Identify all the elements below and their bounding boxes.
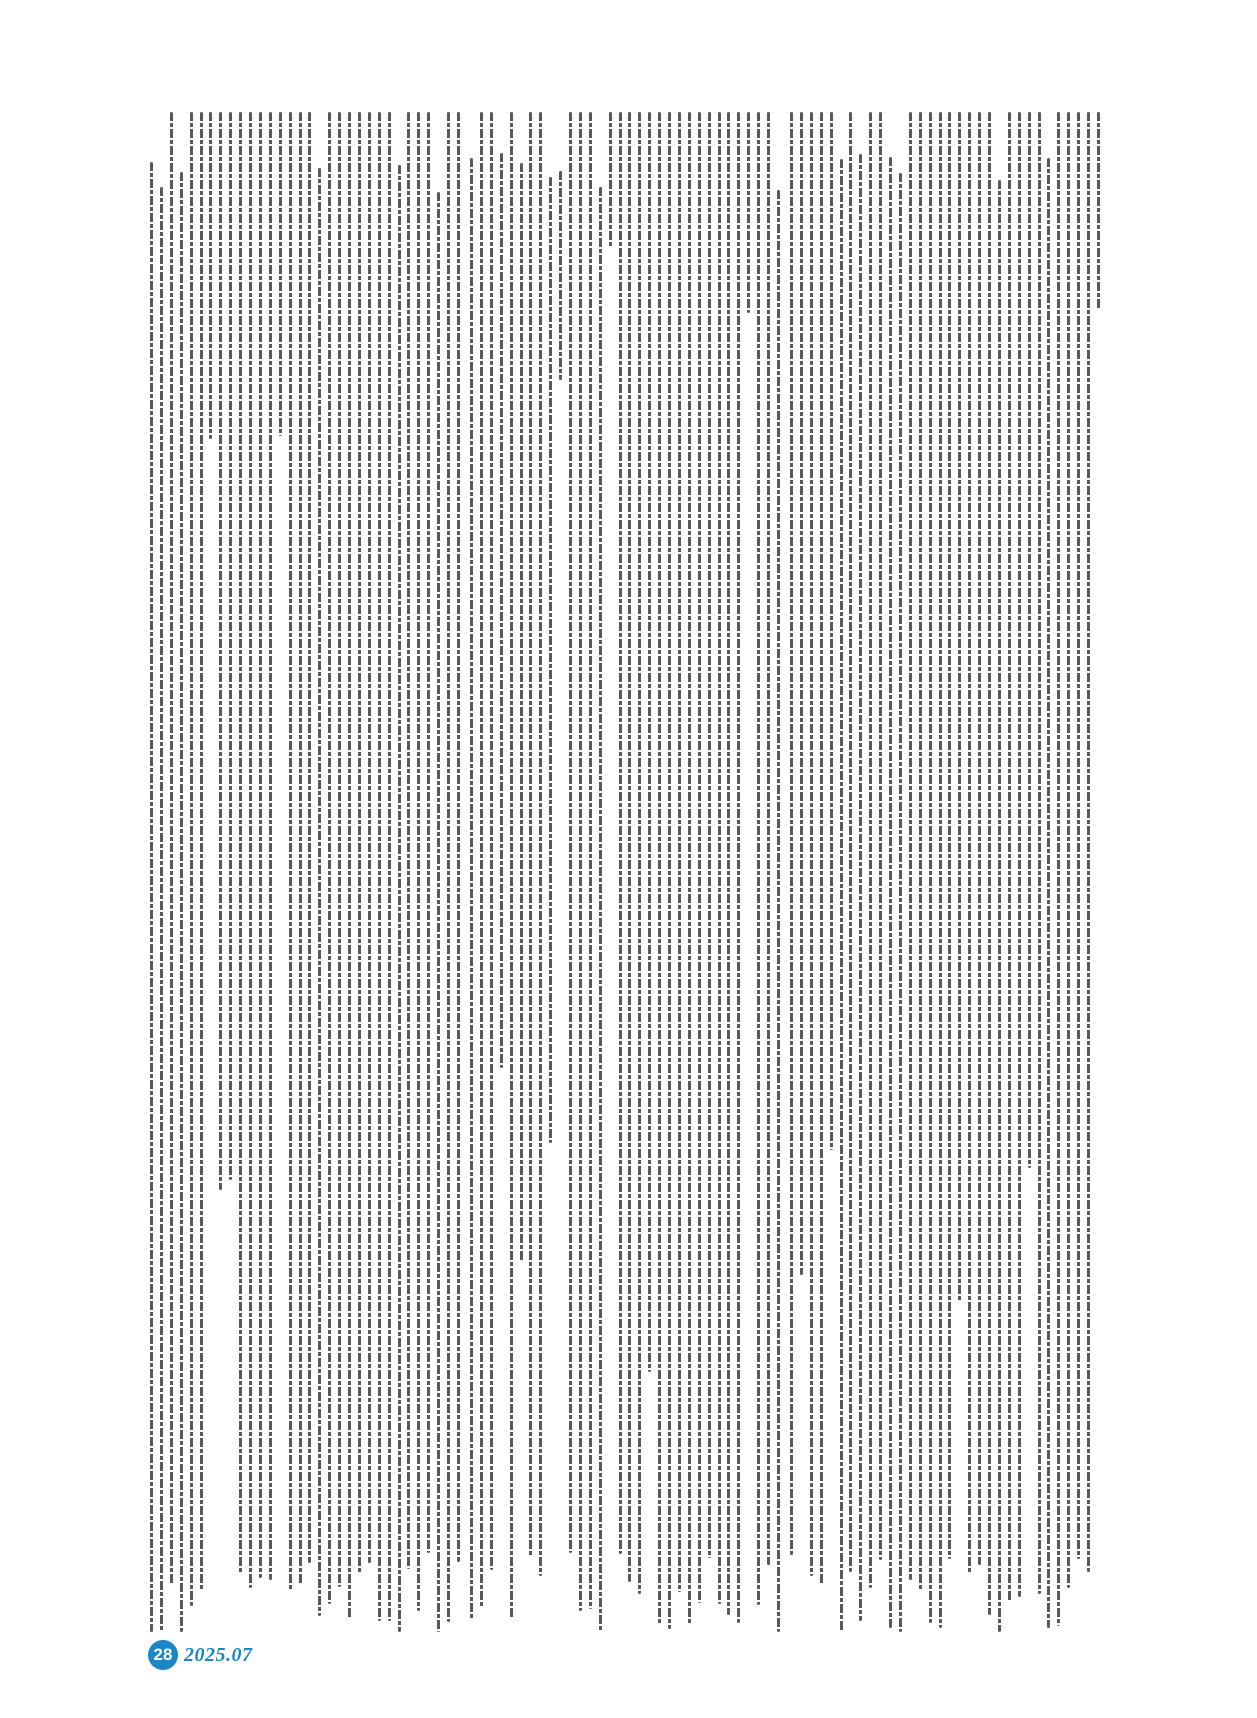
text-line [427, 112, 430, 1553]
text-line [549, 177, 552, 1143]
text-line [698, 112, 701, 1603]
text-line [559, 171, 562, 380]
text-line [520, 163, 523, 1261]
text-line [968, 112, 971, 1574]
text-column-middle [470, 112, 790, 1642]
text-line [869, 112, 872, 1588]
text-line [510, 112, 513, 1618]
text-line [328, 112, 331, 1604]
text-line [190, 112, 193, 1606]
text-line [398, 165, 401, 1632]
text-line [569, 112, 572, 1553]
text-line [840, 159, 843, 1632]
text-line [830, 112, 833, 1150]
text-line [358, 112, 361, 1573]
text-line [800, 112, 803, 1275]
text-line [407, 112, 410, 1569]
text-line [239, 112, 242, 1574]
text-line [889, 157, 892, 1628]
text-line [849, 112, 852, 1572]
page-number-badge: 28 [148, 1640, 178, 1670]
text-line [500, 153, 503, 1068]
text-line [708, 112, 711, 1558]
text-line [457, 112, 460, 1562]
text-line [648, 112, 651, 1372]
text-line [289, 112, 292, 1590]
issue-date: 2025.07 [184, 1643, 253, 1666]
text-line [308, 112, 311, 1563]
text-line [810, 112, 813, 1576]
text-line [589, 112, 592, 1609]
text-line [859, 154, 862, 1620]
text-line [200, 112, 203, 1591]
text-line [318, 168, 321, 1615]
text-line [668, 112, 671, 1629]
text-line [1067, 112, 1070, 1588]
text-line [368, 112, 371, 1563]
text-line [879, 112, 882, 1560]
text-line [417, 112, 420, 1611]
text-line [609, 112, 612, 247]
text-line [820, 112, 823, 1584]
text-line [718, 112, 721, 1604]
text-line [939, 112, 942, 1628]
text-line [1018, 112, 1021, 1597]
text-line [948, 112, 951, 1559]
text-line [790, 112, 793, 1555]
text-line [1038, 112, 1041, 1594]
text-column-left [150, 112, 470, 1642]
text-line [170, 112, 173, 1585]
text-line [638, 112, 641, 1594]
text-line [658, 112, 661, 1625]
text-line [1028, 112, 1031, 1168]
text-line [929, 112, 932, 1623]
text-line [579, 112, 582, 1611]
text-line [599, 187, 602, 1632]
text-line [150, 162, 153, 1632]
text-line [160, 187, 163, 1632]
text-line [628, 112, 631, 1582]
text-line [229, 112, 232, 1180]
text-line [299, 112, 302, 1584]
text-line [727, 112, 730, 1615]
text-line [978, 112, 981, 1565]
text-line [480, 112, 483, 1608]
text-line [678, 112, 681, 1592]
text-line [490, 112, 493, 1570]
text-line [619, 112, 622, 1554]
text-line [279, 112, 282, 436]
text-column-right [790, 112, 1110, 1642]
text-line [529, 112, 532, 1557]
text-line [688, 112, 691, 1625]
text-line [259, 112, 262, 1578]
text-line [737, 112, 740, 1623]
text-line [219, 112, 222, 1190]
text-line [757, 112, 760, 1605]
text-line [988, 112, 991, 1615]
text-line [378, 112, 381, 1621]
text-line [909, 112, 912, 1580]
text-line [180, 172, 183, 1632]
text-line [388, 112, 391, 1621]
text-line [338, 112, 341, 1587]
text-line [767, 112, 770, 1565]
text-line [747, 112, 750, 313]
text-line [919, 112, 922, 1591]
text-line [447, 112, 450, 1622]
text-line [958, 112, 961, 1302]
text-line [1097, 112, 1100, 309]
text-line [437, 192, 440, 1632]
text-line [249, 112, 252, 1588]
mongolian-text-block [150, 112, 1095, 1642]
text-line [1077, 112, 1080, 1559]
text-line [899, 173, 902, 1632]
text-line [470, 158, 473, 1619]
text-line [1087, 112, 1090, 1572]
text-line [1008, 112, 1011, 1601]
text-line [1057, 112, 1060, 1626]
text-line [1047, 158, 1050, 1629]
text-line [998, 180, 1001, 1632]
page-footer [148, 1638, 253, 1672]
text-line [269, 112, 272, 1580]
text-line [539, 112, 542, 1576]
text-line [348, 112, 351, 1619]
text-line [209, 112, 212, 439]
text-line [777, 190, 780, 1632]
